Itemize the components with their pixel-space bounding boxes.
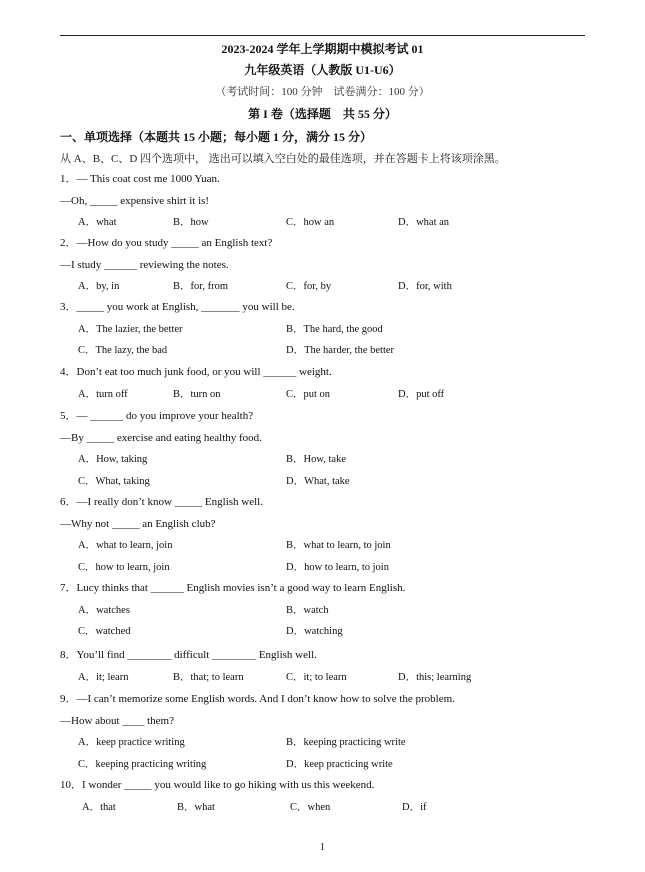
answer-option: B．watch	[286, 604, 329, 616]
answer-option: C．when	[290, 801, 331, 813]
part-title: 第 I 卷（选择题 共 55 分）	[248, 107, 397, 121]
question-text: 8．You’ll find ________ difficult ________ English well.	[60, 649, 317, 661]
answer-option: D．how to learn, to join	[286, 561, 389, 573]
answer-option: A．it; learn	[78, 671, 129, 683]
answer-option: C．keeping practicing writing	[78, 758, 207, 770]
option-row	[60, 754, 585, 776]
question-text: —By _____ exercise and eating healthy food.	[60, 431, 262, 444]
answer-option: B．what to learn, to join	[286, 540, 391, 552]
page-number: 1	[320, 842, 325, 853]
question-text: 9．—I can’t memorize some English words. And I don’t know how to solve the problem.	[60, 693, 455, 705]
answer-option: B．How, take	[286, 454, 346, 466]
option-row	[60, 340, 585, 362]
option-row	[60, 449, 585, 471]
question-text: —Why not _____ an English club?	[60, 517, 216, 530]
option-row	[60, 212, 585, 234]
option-row	[60, 667, 585, 689]
answer-option: A．How, taking	[78, 454, 148, 466]
question-5	[60, 406, 585, 492]
exam-info: （考试时间：100 分钟 试卷满分：100 分）	[215, 86, 430, 98]
exam-title: 2023-2024 学年上学期期中模拟考试 01	[221, 42, 424, 56]
answer-option: C．for, by	[286, 281, 332, 293]
question-text: —I study ______ reviewing the notes.	[60, 258, 229, 271]
option-row	[60, 600, 585, 622]
answer-option: C．watched	[78, 626, 131, 638]
option-row	[60, 535, 585, 557]
header-rule	[60, 35, 585, 36]
answer-option: A．watches	[78, 604, 130, 616]
question-text: 2．—How do you study _____ an English text?	[60, 237, 273, 249]
question-8	[60, 645, 585, 688]
answer-option: D．what an	[398, 217, 450, 229]
question-6	[60, 492, 585, 578]
question-9	[60, 689, 585, 775]
answer-option: D．put off	[398, 388, 445, 400]
question-text: 6．—I really don’t know _____ English well.	[60, 496, 263, 508]
answer-option: A．turn off	[78, 388, 128, 400]
answer-option: C．it; to learn	[286, 671, 347, 683]
option-row	[60, 621, 585, 643]
exam-subtitle: 九年级英语（人教版 U1-U6）	[244, 63, 401, 77]
option-row	[60, 557, 585, 579]
question-2	[60, 233, 585, 298]
answer-option: A．by, in	[78, 281, 120, 293]
option-row	[60, 732, 585, 754]
answer-option: C．put on	[286, 388, 331, 400]
question-10	[60, 775, 585, 818]
answer-option: B．how	[173, 217, 209, 229]
answer-option: D．if	[402, 801, 427, 813]
answer-option: B．what	[177, 801, 215, 813]
question-text: —How about ____ them?	[60, 714, 174, 727]
option-row	[60, 797, 585, 819]
answer-option: C．The lazy, the bad	[78, 345, 168, 357]
answer-option: B．keeping practicing write	[286, 737, 406, 749]
option-row	[60, 319, 585, 341]
answer-option: A．what	[78, 217, 117, 229]
question-7	[60, 578, 585, 643]
question-text: 4．Don’t eat too much junk food, or you will ______ weight.	[60, 366, 332, 378]
section-instruction: 从 A、B、C、D 四个选项中， 选出可以填入空白处的最佳选项，并在答题卡上将该项涂黑。	[60, 153, 506, 165]
answer-option: D．watching	[286, 626, 343, 638]
answer-option: A．what to learn, join	[78, 540, 173, 552]
answer-option: D．for, with	[398, 281, 452, 293]
option-row	[60, 471, 585, 493]
answer-option: D．The harder, the better	[286, 345, 395, 357]
question-3	[60, 297, 585, 362]
question-text: 7．Lucy thinks that ______ English movies isn’t a good way to learn English.	[60, 582, 406, 594]
answer-option: A．The lazier, the better	[78, 323, 183, 335]
answer-option: B．that; to learn	[173, 671, 244, 683]
answer-option: A．keep practice writing	[78, 737, 185, 749]
question-text: 5．— ______ do you improve your health?	[60, 410, 254, 422]
answer-option: C．how an	[286, 217, 335, 229]
answer-option: D．What, take	[286, 475, 350, 487]
answer-option: B．for, from	[173, 281, 228, 293]
option-row	[60, 276, 585, 298]
answer-option: B．turn on	[173, 388, 221, 400]
section-title: 一、单项选择（本题共 15 小题；每小题 1 分，满分 15 分）	[60, 130, 373, 144]
question-text: —Oh, _____ expensive shirt it is!	[60, 194, 210, 207]
question-4	[60, 362, 585, 405]
answer-option: C．What, taking	[78, 475, 150, 487]
answer-option: B．The hard, the good	[286, 323, 383, 335]
answer-option: C．how to learn, join	[78, 561, 170, 573]
question-text: 10．I wonder _____ you would like to go hiking with us this weekend.	[60, 779, 375, 791]
question-1	[60, 169, 585, 234]
answer-option: A．that	[82, 801, 116, 813]
answer-option: D．keep practicing write	[286, 758, 393, 770]
question-text: 1．— This coat cost me 1000 Yuan.	[60, 173, 220, 185]
answer-option: D．this; learning	[398, 671, 472, 683]
option-row	[60, 384, 585, 406]
question-text: 3．_____ you work at English, _______ you will be.	[60, 301, 295, 313]
